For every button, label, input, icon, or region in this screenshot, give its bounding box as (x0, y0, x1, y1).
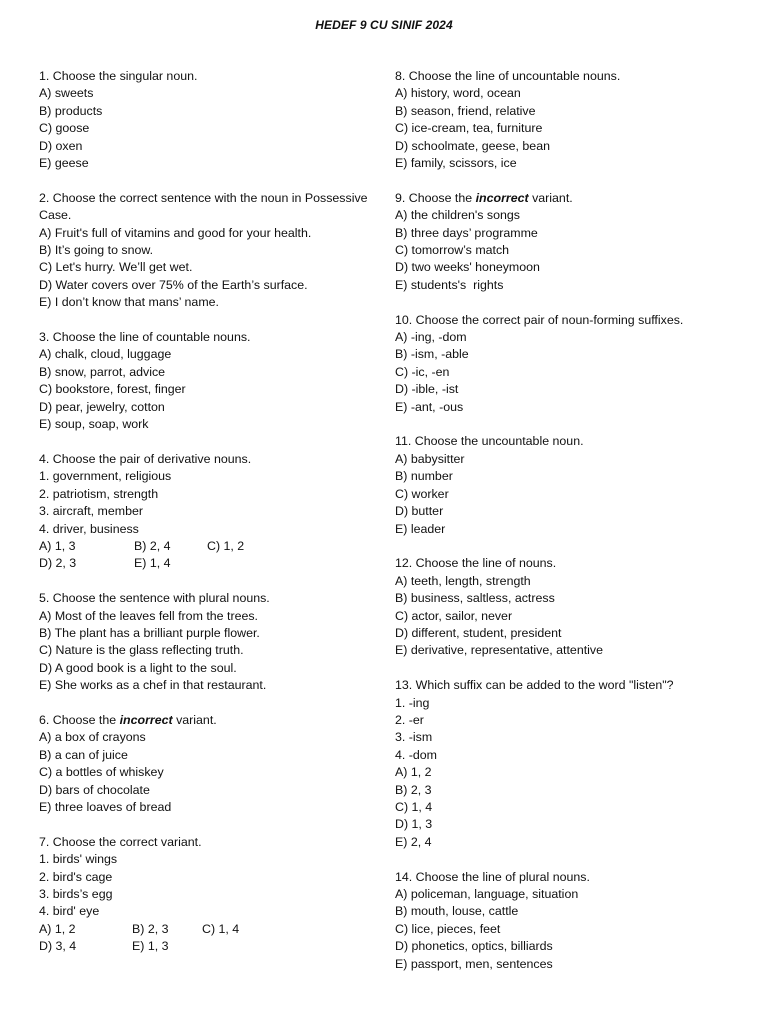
question-text (395, 190, 740, 207)
option: B) season, friend, relative (395, 103, 536, 118)
item: 4. driver, business (39, 521, 139, 536)
option: E) 2, 4 (395, 834, 432, 849)
option: D) butter (395, 504, 444, 519)
option: A) chalk, cloud, luggage (39, 347, 172, 362)
emphasis: incorrect (475, 190, 529, 205)
option: E) three loaves of bread (39, 799, 172, 814)
question-10 (395, 312, 740, 416)
option: E) soup, soap, work (39, 417, 149, 432)
question-12 (395, 555, 740, 659)
option: D) oxen (39, 138, 83, 153)
option: D) two weeks' honeymoon (395, 260, 540, 275)
option: B) snow, parrot, advice (39, 364, 166, 379)
option: E) I don’t know that mans’ name. (39, 295, 219, 310)
question-text: 11. Choose the uncountable noun. (395, 434, 584, 449)
option: D) different, student, president (395, 625, 562, 640)
option: E) -ant, -ous (395, 399, 464, 414)
option: B) -ism, -able (395, 347, 469, 362)
option: A) teeth, length, strength (395, 573, 531, 588)
question-text-part: 6. Choose the (39, 712, 120, 727)
option: C) -ic, -en (395, 364, 450, 379)
item: 2. bird's cage (39, 869, 113, 884)
item: 2. -er (395, 712, 424, 727)
option: C) 1, 4 (202, 921, 240, 936)
question-6 (39, 712, 384, 816)
option: C) 1, 4 (395, 799, 433, 814)
option: A) 1, 2 (39, 921, 76, 936)
left-column (39, 68, 384, 973)
item: 1. government, religious (39, 469, 172, 484)
question-4 (39, 451, 384, 573)
question-text: 2. Choose the correct sentence with the noun in Possessive (39, 190, 368, 205)
option: C) goose (39, 121, 90, 136)
options-row (39, 555, 384, 572)
option: B) 2, 4 (134, 538, 171, 553)
item: 4. bird' eye (39, 904, 100, 919)
question-14 (395, 869, 740, 973)
item: 3. birds’s egg (39, 887, 113, 901)
question-3 (39, 329, 384, 433)
option: A) policeman, language, situation (395, 887, 579, 901)
item: 2. patriotism, strength (39, 486, 159, 501)
option: D) 2, 3 (39, 556, 77, 571)
option: A) Fruit's full of vitamins and good for your health. (39, 225, 312, 240)
option: D) 3, 4 (39, 939, 77, 954)
question-8 (395, 68, 740, 172)
question-11 (395, 433, 740, 537)
option: D) schoolmate, geese, bean (395, 138, 550, 153)
option: B) three days’ programme (395, 225, 538, 240)
question-1 (39, 68, 384, 172)
question-5 (39, 590, 384, 694)
question-13 (395, 677, 740, 851)
option: A) 1, 2 (395, 765, 432, 780)
right-column (395, 68, 740, 990)
option: B) business, saltless, actress (395, 591, 555, 606)
option: A) the children's songs (395, 208, 520, 223)
option: A) a box of crayons (39, 730, 146, 745)
option: C) bookstore, forest, finger (39, 382, 186, 397)
question-text: 1. Choose the singular noun. (39, 69, 198, 83)
option: E) passport, men, sentences (395, 956, 553, 971)
question-text (39, 712, 384, 729)
option: C) Nature is the glass reflecting truth. (39, 643, 244, 658)
option: E) leader (395, 521, 446, 536)
option: C) tomorrow’s match (395, 243, 510, 258)
options-row (39, 538, 384, 555)
option: D) -ible, -ist (395, 382, 459, 397)
option: D) phonetics, optics, billiards (395, 939, 553, 954)
question-text: 7. Choose the correct variant. (39, 834, 202, 849)
item: 1. birds' wings (39, 852, 118, 867)
option: C) Let's hurry. We’ll get wet. (39, 260, 193, 275)
question-text: 8. Choose the line of uncountable nouns. (395, 69, 621, 83)
option: E) family, scissors, ice (395, 156, 517, 171)
option: E) She works as a chef in that restaurant. (39, 678, 267, 693)
page-title: HEDEF 9 CU SINIF 2024 (315, 18, 453, 32)
option: D) bars of chocolate (39, 782, 150, 797)
option: D) A good book is a light to the soul. (39, 660, 237, 675)
option: B) number (395, 469, 453, 484)
option: C) actor, sailor, never (395, 608, 513, 623)
option: E) derivative, representative, attentive (395, 643, 603, 658)
question-text-part: variant. (172, 712, 217, 727)
emphasis: incorrect (119, 712, 173, 727)
option: C) 1, 2 (207, 538, 245, 553)
item: 4. -dom (395, 747, 438, 762)
item: 3. aircraft, member (39, 504, 143, 519)
option: A) sweets (39, 86, 94, 101)
option: B) 2, 3 (132, 921, 169, 936)
option: B) It’s going to snow. (39, 243, 154, 258)
question-text: 3. Choose the line of countable nouns. (39, 330, 251, 345)
option: D) Water covers over 75% of the Earth’s surface. (39, 277, 308, 292)
question-text: 10. Choose the correct pair of noun-forming suffixes. (395, 312, 684, 327)
option: B) mouth, louse, cattle (395, 904, 519, 919)
option: E) 1, 3 (132, 939, 169, 954)
question-9 (395, 190, 740, 294)
options-row (39, 921, 384, 938)
question-text: 14. Choose the line of plural nouns. (395, 869, 590, 884)
question-text: Case. (39, 208, 72, 223)
option: A) -ing, -dom (395, 330, 467, 345)
option: E) students's rights (395, 277, 504, 292)
option: B) The plant has a brilliant purple flower. (39, 625, 260, 640)
question-text: 5. Choose the sentence with plural nouns. (39, 591, 270, 606)
option: D) 1, 3 (395, 817, 433, 832)
option: B) a can of juice (39, 747, 128, 762)
question-text: 12. Choose the line of nouns. (395, 556, 557, 571)
option: C) a bottles of whiskey (39, 765, 164, 780)
option: B) 2, 3 (395, 782, 432, 797)
option: D) pear, jewelry, cotton (39, 399, 165, 414)
question-7 (39, 834, 384, 956)
question-text-part: variant. (528, 190, 573, 205)
item: 3. -ism (395, 730, 433, 745)
option: A) Most of the leaves fell from the trees. (39, 608, 258, 623)
option: A) babysitter (395, 451, 465, 466)
option: A) 1, 3 (39, 538, 76, 553)
question-text: 4. Choose the pair of derivative nouns. (39, 451, 252, 466)
option: C) worker (395, 486, 449, 501)
option: B) products (39, 103, 103, 118)
option: C) ice-cream, tea, furniture (395, 121, 543, 136)
question-text-part: 9. Choose the (395, 190, 476, 205)
option: E) 1, 4 (134, 556, 171, 571)
question-2 (39, 190, 384, 312)
option: C) lice, pieces, feet (395, 921, 501, 936)
options-row (39, 938, 384, 955)
option: A) history, word, ocean (395, 86, 521, 101)
item: 1. -ing (395, 695, 430, 710)
question-text: 13. Which suffix can be added to the word "listen"? (395, 678, 674, 693)
option: E) geese (39, 156, 89, 171)
